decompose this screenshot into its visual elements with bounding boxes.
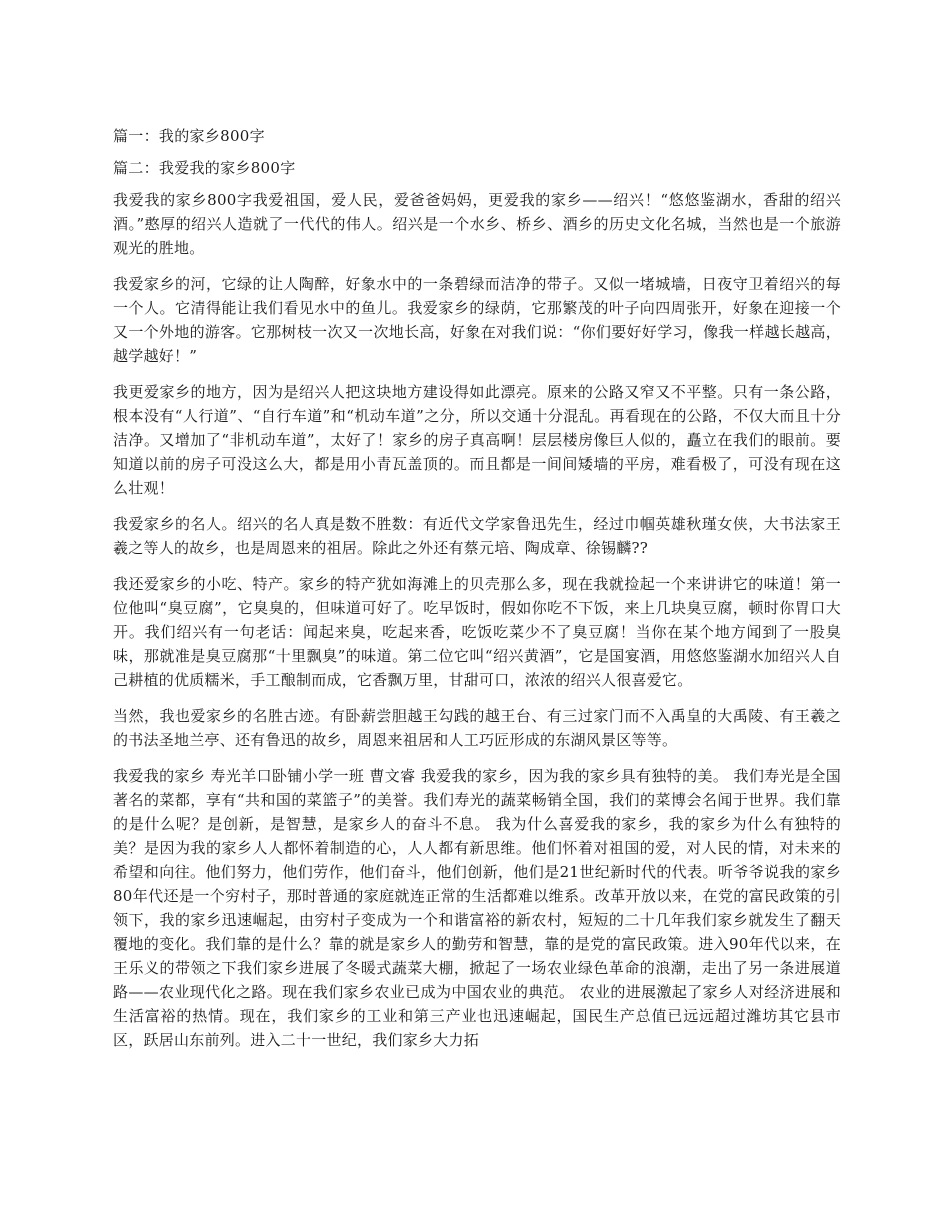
paragraph-river: 我爱家乡的河，它绿的让人陶醉，好象水中的一条碧绿而洁净的带子。又似一堵城墙，日夜守卫着绍兴的每一个人。它清得能让我们看见水中的鱼儿。我爱家乡的绿荫，它那繁茂的叶子向四周张开，好象在迎接一个又一个外地的游客。它那树枝一次又一次地长高，好象在对我们说：“你们要好好学习，像我一样越长越高，越学越好！” — [113, 275, 841, 365]
paragraph-places: 我更爱家乡的地方，因为是绍兴人把这块地方建设得如此漂亮。原来的公路又窄又不平整。只有一条公路，根本没有“人行道”、“自行车道”和“机动车道”之分，所以交通十分混乱。再看现在的公路，不仅大而且十分洁净。又增加了“非机动车道”，太好了！家乡的房子真高啊！层层楼房像巨人似的，矗立在我们的眼前。要知道以前的房子可没这么大，都是用小青瓦盖顶的。而且都是一间间矮墙的平房，难看极了，可没有现在这么壮观！ — [113, 383, 841, 497]
paragraph-shouguang: 我爱我的家乡 寿光羊口卧铺小学一班 曹文睿 我爱我的家乡，因为我的家乡具有独特的美。 我们寿光是全国著名的菜都，享有“共和国的菜篮子”的美誉。我们寿光的蔬菜畅销全国，我们的菜博会名闻于世界。我们靠的是什么呢？是创新，是智慧，是家乡人的奋斗不息。 我为什么喜爱我的家乡，我的家乡为什么有独特的美？是因为我的家乡人人都怀着制造的心，人人都有新思维。他们怀着对祖国的爱，对人民的情，对未来的希望和向往。他们努力，他们劳作，他们奋斗，他们创新，他们是21世纪新时代的代表。听爷爷说我的家乡80年代还是一个穷村子，那时普通的家庭就连正常的生活都难以维系。改革开放以来，在党的富民政策的引领下，我的家乡迅速崛起，由穷村子变成为一个和谐富裕的新农村，短短的二十几年我们家乡就发生了翻天覆地的变化。我们靠的是什么？靠的就是家乡人的勤劳和智慧，靠的是党的富民政策。进入90年代以来，在王乐义的带领之下我们家乡进展了冬暖式蔬菜大棚，掀起了一场农业绿色革命的浪潮，走出了另一条进展道路——农业现代化之路。现在我们家乡农业已成为中国农业的典范。 农业的进展激起了家乡人对经济进展和生活富裕的热情。现在，我们家乡的工业和第三产业也迅速崛起，国民生产总值已远远超过潍坊其它县市区，跃居山东前列。进入二十一世纪，我们家乡大力拓 — [113, 767, 841, 1049]
heading-part-1: 篇一：我的家乡800字 — [113, 127, 265, 145]
heading-part-2: 篇二：我爱我的家乡800字 — [113, 159, 296, 177]
paragraph-snacks: 我还爱家乡的小吃、特产。家乡的特产犹如海滩上的贝壳那么多，现在我就捡起一个来讲讲它的味道！第一位他叫“臭豆腐”，它臭臭的，但味道可好了。吃早饭时，假如你吃不下饭，来上几块臭豆腐，顿时你胃口大开。我们绍兴有一句老话：闻起来臭，吃起来香，吃饭吃菜少不了臭豆腐！当你在某个地方闻到了一股臭味，那就准是臭豆腐那“十里飘臭”的味道。第二位它叫“绍兴黄酒”，它是国宴酒，用悠悠鉴湖水加绍兴人自己耕植的优质糯米，手工酿制而成，它香飘万里，甘甜可口，浓浓的绍兴人很喜爱它。 — [113, 575, 841, 689]
document-page — [113, 124, 841, 1064]
paragraph-famous-people: 我爱家乡的名人。绍兴的名人真是数不胜数：有近代文学家鲁迅先生，经过巾帼英雄秋瑾女侠，大书法家王羲之等人的故乡，也是周恩来的祖居。除此之外还有蔡元培、陶成章、徐锡麟?? — [113, 515, 841, 557]
paragraph-scenic-spots: 当然，我也爱家乡的名胜古迹。有卧薪尝胆越王勾践的越王台、有三过家门而不入禹皇的大禹陵、有王羲之的书法圣地兰亭、还有鲁迅的故乡，周恩来祖居和人工巧匠形成的东湖风景区等等。 — [113, 707, 841, 749]
paragraph-intro: 我爱我的家乡800字我爱祖国，爱人民，爱爸爸妈妈，更爱我的家乡——绍兴！“悠悠鉴湖水，香甜的绍兴酒。”憨厚的绍兴人造就了一代代的伟人。绍兴是一个水乡、桥乡、酒乡的历史文化名城，当然也是一个旅游观光的胜地。 — [113, 191, 841, 257]
